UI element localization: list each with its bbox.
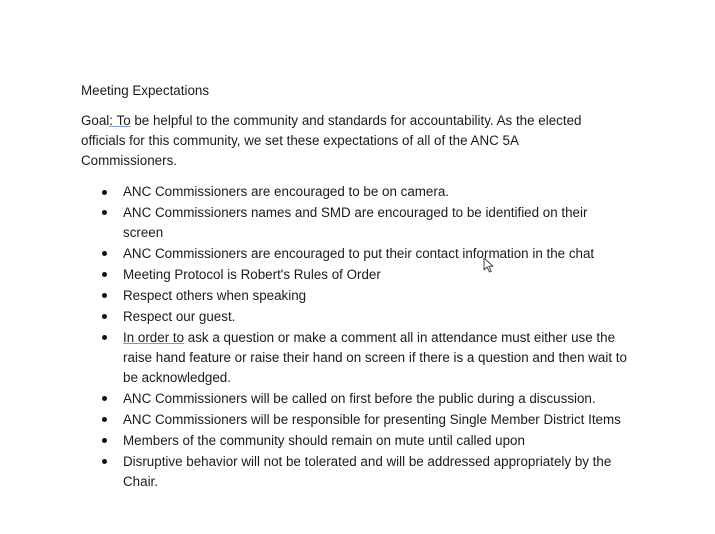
list-item-text: ANC Commissioners will be responsible for presenting Single Member District Items xyxy=(123,411,621,427)
list-item xyxy=(0,182,630,202)
list-item-text: Respect our guest. xyxy=(123,308,236,324)
bullet-icon xyxy=(102,190,107,195)
bullet-icon xyxy=(102,459,107,464)
list-item-text: ANC Commissioners will be called on first before the public during a discussion. xyxy=(123,390,596,406)
bullet-icon xyxy=(102,272,107,277)
list-item-text: Respect others when speaking xyxy=(123,287,307,303)
bullet-icon xyxy=(102,335,107,340)
list-item-text: ANC Commissioners are encouraged to put their contact information in the chat xyxy=(123,245,595,261)
list-item-lead: In order to xyxy=(123,329,185,345)
mouse-pointer-icon xyxy=(483,257,495,273)
list-item-text: ANC Commissioners are encouraged to be on camera. xyxy=(123,184,449,199)
list-item xyxy=(0,307,630,327)
bullet-icon xyxy=(102,417,107,422)
expectations-list xyxy=(0,182,715,493)
bullet-icon xyxy=(102,293,107,298)
bullet-icon xyxy=(102,438,107,443)
list-item xyxy=(0,431,630,451)
list-item xyxy=(0,265,630,285)
list-item xyxy=(0,203,630,243)
bullet-icon xyxy=(102,396,107,401)
list-item-text: Members of the community should remain on mute until called upon xyxy=(123,432,525,448)
list-item-text: ask a question or make a comment all in attendance must either use the raise hand feature or raise their hand on screen if there is a question and then wait to be acknowledged. xyxy=(123,329,627,385)
list-item-text: Meeting Protocol is Robert's Rules of Order xyxy=(123,266,381,282)
list-item xyxy=(0,244,630,264)
goal-label: Goal xyxy=(81,113,110,128)
list-item-text: ANC Commissioners names and SMD are encouraged to be identified on their screen xyxy=(123,204,588,241)
bullet-icon xyxy=(102,210,107,215)
document-heading: Meeting Expectations xyxy=(81,83,210,98)
bullet-icon xyxy=(102,251,107,256)
list-item-text: Disruptive behavior will not be tolerated and will be addressed appropriately by the Chair. xyxy=(123,453,612,489)
bullet-icon xyxy=(102,314,107,319)
goal-paragraph xyxy=(81,111,616,172)
goal-colon-to: : To xyxy=(109,113,131,128)
list-item xyxy=(0,389,630,409)
goal-text: be helpful to the community and standards for accountability. As the elected officials for this community, we set these expectations of all of the ANC 5A Commissioners. xyxy=(81,113,582,169)
list-item xyxy=(0,410,630,430)
list-item xyxy=(0,328,630,389)
list-item xyxy=(0,452,630,492)
list-item xyxy=(0,286,630,306)
